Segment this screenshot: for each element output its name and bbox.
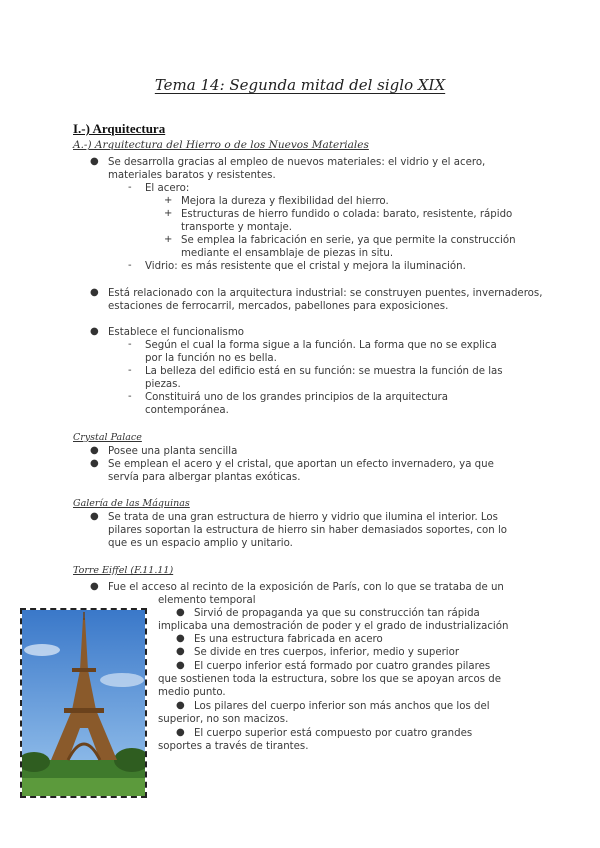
text-line: Fue el acceso al recinto de la exposición de París, con lo que se trataba de un (108, 582, 504, 593)
text-line: pilares soportan la estructura de hierro sin haber demasiados soportes, con lo (108, 525, 508, 536)
text-line: Se desarrolla gracias al empleo de nuevos materiales: el vidrio y el acero, (108, 157, 486, 168)
bullet-dot: ● (90, 326, 99, 337)
text-line: Establece el funcionalismo (108, 327, 244, 338)
text-line: por la función no es bella. (145, 353, 277, 364)
bullet-dot: ● (176, 633, 185, 644)
bullet-dot: ● (176, 607, 185, 618)
subsection-heading: A.-) Arquitectura del Hierro o de los Nuevos Materiales (73, 139, 369, 151)
bullet-dash: - (128, 260, 132, 271)
text-line: Estructuras de hierro fundido o colada: barato, resistente, rápido (181, 209, 513, 220)
text-line: superior, no son macizos. (158, 714, 289, 725)
bullet-dot: ● (176, 660, 185, 671)
crystal-palace-heading: Crystal Palace (73, 432, 142, 443)
eiffel-tower-photo (20, 608, 147, 798)
text-line: mediante el ensamblaje de piezas in situ. (181, 248, 394, 259)
text-line: Se divide en tres cuerpos, inferior, medio y superior (194, 647, 460, 658)
bullet-dot: ● (176, 727, 185, 738)
bullet-dash: - (128, 182, 132, 193)
bullet-dot: ● (90, 156, 99, 167)
text-line: Se trata de una gran estructura de hierro y vidrio que ilumina el interior. Los (108, 512, 498, 523)
text-line: Mejora la dureza y flexibilidad del hierro. (181, 196, 389, 207)
text-line: piezas. (145, 379, 181, 390)
text-line: estaciones de ferrocarril, mercados, pabellones para exposiciones. (108, 301, 449, 312)
text-line: transporte y montaje. (181, 222, 293, 233)
text-line: La belleza del edificio está en su función: se muestra la función de las (145, 366, 503, 377)
text-line: Se emplean el acero y el cristal, que aportan un efecto invernadero, ya que (108, 459, 494, 470)
text-line: que es un espacio amplio y unitario. (108, 538, 293, 549)
text-line: Según el cual la forma sigue a la función. La forma que no se explica (145, 340, 497, 351)
text-line: materiales baratos y resistentes. (108, 170, 276, 181)
text-line: soportes a través de tirantes. (158, 741, 309, 752)
section-heading: I.-) Arquitectura (73, 121, 166, 136)
text-line: El cuerpo inferior está formado por cuatro grandes pilares (194, 661, 491, 672)
bullet-plus: + (164, 195, 173, 206)
bullet-dot: ● (90, 445, 99, 456)
text-line: Está relacionado con la arquitectura industrial: se construyen puentes, invernaderos, (108, 288, 543, 299)
text-line: Vidrio: es más resistente que el cristal y mejora la iluminación. (145, 261, 466, 272)
text-line: Sirvió de propaganda ya que su construcción tan rápida (194, 608, 480, 619)
text-line: elemento temporal (158, 595, 256, 606)
text-line: Se emplea la fabricación en serie, ya que permite la construcción (181, 235, 516, 246)
text-line: contemporánea. (145, 405, 229, 416)
text-line: medio punto. (158, 687, 226, 698)
text-line: que sostienen toda la estructura, sobre los que se apoyan arcos de (158, 674, 502, 685)
bullet-dash: - (128, 391, 132, 402)
text-line: Los pilares del cuerpo inferior son más anchos que los del (194, 701, 490, 712)
bullet-dot: ● (176, 700, 185, 711)
eiffel-tower-illustration (22, 610, 145, 796)
text-line: servía para albergar plantas exóticas. (108, 472, 301, 483)
page-title: Tema 14: Segunda mitad del siglo XIX (154, 76, 446, 94)
text-line: Constituirá uno de los grandes principios de la arquitectura (145, 392, 448, 403)
text-line: El cuerpo superior está compuesto por cuatro grandes (194, 728, 473, 739)
text-line: Posee una planta sencilla (108, 446, 238, 457)
bullet-dot: ● (176, 646, 185, 657)
bullet-dash: - (128, 365, 132, 376)
bullet-dot: ● (90, 511, 99, 522)
bullet-dot: ● (90, 458, 99, 469)
text-line: implicaba una demostración de poder y el grado de industrialización (158, 621, 509, 632)
text-line: Es una estructura fabricada en acero (194, 634, 383, 645)
bullet-plus: + (164, 234, 173, 245)
text-line: El acero: (145, 183, 190, 194)
galeria-heading: Galería de las Máquinas (73, 498, 190, 509)
torre-eiffel-heading: Torre Eiffel (F.11.11) (73, 565, 174, 576)
bullet-dot: ● (90, 581, 99, 592)
bullet-dot: ● (90, 287, 99, 298)
bullet-plus: + (164, 208, 173, 219)
bullet-dash: - (128, 339, 132, 350)
